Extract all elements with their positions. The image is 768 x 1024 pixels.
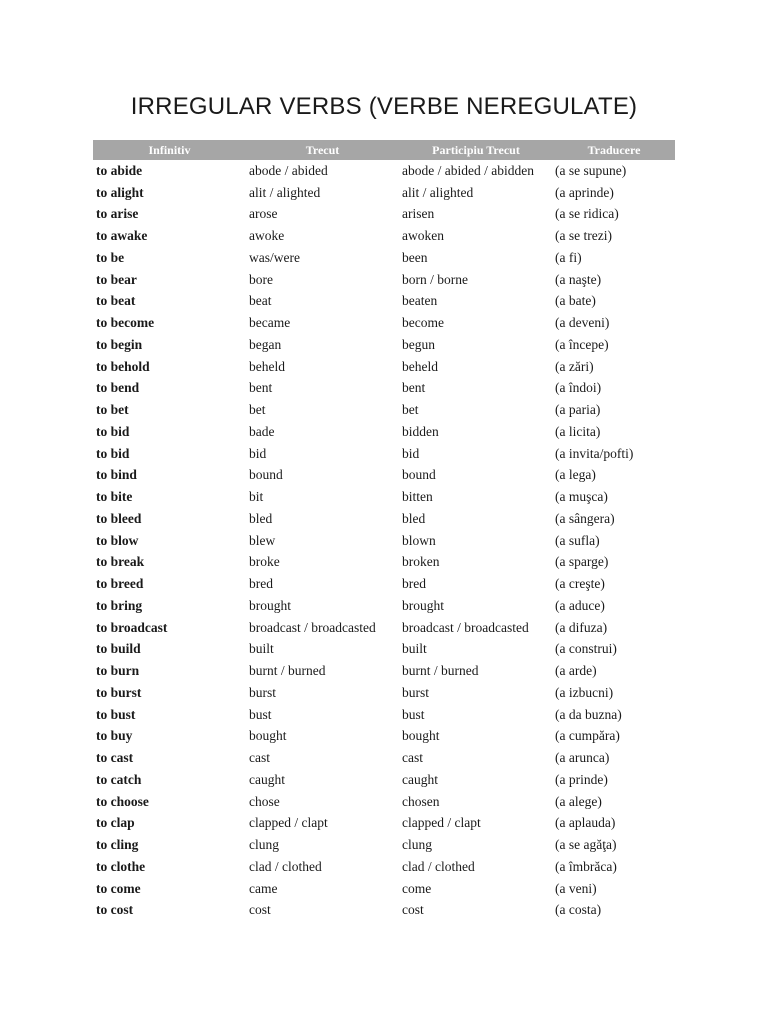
past-tense-cell: became	[249, 315, 291, 331]
infinitive-cell: to bid	[96, 423, 130, 439]
past-participle-cell: arisen	[402, 206, 435, 222]
past-participle-cell: broadcast / broadcasted	[402, 619, 529, 635]
infinitive-cell: to bind	[96, 467, 137, 483]
infinitive-cell: to be	[96, 249, 125, 265]
translation-cell: (a îndoi)	[555, 380, 602, 396]
past-participle-cell: bust	[402, 706, 425, 722]
past-tense-cell: burnt / burned	[249, 663, 326, 679]
past-participle-cell: bitten	[402, 489, 433, 505]
infinitive-cell: to cast	[96, 750, 134, 766]
table-row	[93, 552, 675, 574]
past-participle-cell: bent	[402, 380, 426, 396]
translation-cell: (a zări)	[555, 358, 594, 374]
past-tense-cell: beheld	[249, 358, 285, 374]
past-tense-cell: chose	[249, 793, 280, 809]
table-row	[93, 204, 675, 226]
infinitive-cell: to catch	[96, 771, 142, 787]
infinitive-cell: to bleed	[96, 510, 142, 526]
table-row	[93, 595, 675, 617]
infinitive-cell: to cost	[96, 902, 134, 918]
past-participle-cell: begun	[402, 336, 435, 352]
translation-cell: (a se trezi)	[555, 228, 612, 244]
past-tense-cell: abode / abided	[249, 162, 328, 178]
table-body	[93, 160, 675, 921]
past-participle-cell: beheld	[402, 358, 438, 374]
infinitive-cell: to build	[96, 641, 141, 657]
translation-cell: (a aprinde)	[555, 184, 614, 200]
table-row	[93, 530, 675, 552]
table-row	[93, 834, 675, 856]
table-row	[93, 856, 675, 878]
translation-cell: (a arunca)	[555, 750, 610, 766]
table-row	[93, 160, 675, 182]
table-row	[93, 443, 675, 465]
table-row	[93, 639, 675, 661]
translation-cell: (a sufla)	[555, 532, 600, 548]
infinitive-cell: to alight	[96, 184, 144, 200]
past-participle-cell: bidden	[402, 423, 439, 439]
past-tense-cell: bled	[249, 510, 273, 526]
past-participle-cell: bought	[402, 728, 440, 744]
translation-cell: (a difuza)	[555, 619, 608, 635]
translation-cell: (a izbucni)	[555, 684, 614, 700]
table-header	[93, 140, 675, 160]
translation-cell: (a invita/pofti)	[555, 445, 634, 461]
past-tense-cell: burst	[249, 684, 276, 700]
infinitive-cell: to bite	[96, 489, 133, 505]
past-participle-cell: blown	[402, 532, 436, 548]
table-row	[93, 182, 675, 204]
past-participle-cell: abode / abided / abidden	[402, 162, 534, 178]
past-tense-cell: arose	[249, 206, 278, 222]
table-row	[93, 421, 675, 443]
table-row	[93, 356, 675, 378]
past-participle-cell: chosen	[402, 793, 440, 809]
table-row	[93, 813, 675, 835]
table-row	[93, 878, 675, 900]
translation-cell: (a îmbrăca)	[555, 858, 617, 874]
translation-cell: (a construi)	[555, 641, 617, 657]
translation-cell: (a arde)	[555, 663, 597, 679]
table-row	[93, 660, 675, 682]
translation-cell: (a muşca)	[555, 489, 608, 505]
past-participle-cell: cost	[402, 902, 424, 918]
past-tense-cell: caught	[249, 771, 285, 787]
past-tense-cell: alit / alighted	[249, 184, 321, 200]
past-tense-cell: clapped / clapt	[249, 815, 328, 831]
past-participle-cell: alit / alighted	[402, 184, 474, 200]
table-row	[93, 747, 675, 769]
table-row	[93, 769, 675, 791]
past-participle-cell: bred	[402, 576, 426, 592]
past-tense-cell: bore	[249, 271, 273, 287]
translation-cell: (a veni)	[555, 880, 597, 896]
translation-cell: (a aduce)	[555, 597, 605, 613]
past-tense-cell: bit	[249, 489, 264, 505]
table-row	[93, 291, 675, 313]
past-participle-cell: burnt / burned	[402, 663, 479, 679]
infinitive-cell: to clap	[96, 815, 135, 831]
past-tense-cell: cast	[249, 750, 270, 766]
table-row	[93, 269, 675, 291]
infinitive-cell: to bet	[96, 402, 129, 418]
infinitive-cell: to bid	[96, 445, 130, 461]
translation-cell: (a se supune)	[555, 162, 627, 178]
translation-cell: (a deveni)	[555, 315, 610, 331]
past-participle-cell: clapped / clapt	[402, 815, 481, 831]
table-row	[93, 704, 675, 726]
past-participle-cell: built	[402, 641, 427, 657]
table-row	[93, 617, 675, 639]
past-tense-cell: bet	[249, 402, 266, 418]
table-row	[93, 791, 675, 813]
infinitive-cell: to break	[96, 554, 145, 570]
table-row	[93, 399, 675, 421]
past-participle-cell: burst	[402, 684, 429, 700]
past-tense-cell: beat	[249, 293, 272, 309]
translation-cell: (a alege)	[555, 793, 602, 809]
table-row	[93, 682, 675, 704]
past-participle-cell: become	[402, 315, 444, 331]
header-trecut: Trecut	[246, 140, 399, 160]
past-participle-cell: bled	[402, 510, 426, 526]
infinitive-cell: to beat	[96, 293, 136, 309]
header-traducere: Traducere	[553, 140, 675, 160]
translation-cell: (a se ridica)	[555, 206, 619, 222]
verb-table	[93, 140, 675, 921]
past-tense-cell: bade	[249, 423, 275, 439]
translation-cell: (a naşte)	[555, 271, 602, 287]
past-participle-cell: come	[402, 880, 432, 896]
table-row	[93, 378, 675, 400]
table-row	[93, 334, 675, 356]
translation-cell: (a bate)	[555, 293, 596, 309]
past-tense-cell: built	[249, 641, 274, 657]
translation-cell: (a se agăţa)	[555, 837, 617, 853]
table-row	[93, 225, 675, 247]
translation-cell: (a paria)	[555, 402, 601, 418]
table-row	[93, 726, 675, 748]
infinitive-cell: to burn	[96, 663, 140, 679]
past-participle-cell: beaten	[402, 293, 438, 309]
infinitive-cell: to begin	[96, 336, 143, 352]
infinitive-cell: to cling	[96, 837, 139, 853]
table-row	[93, 508, 675, 530]
past-tense-cell: cost	[249, 902, 271, 918]
translation-cell: (a creşte)	[555, 576, 605, 592]
infinitive-cell: to breed	[96, 576, 144, 592]
table-row	[93, 465, 675, 487]
past-tense-cell: began	[249, 336, 282, 352]
infinitive-cell: to choose	[96, 793, 149, 809]
translation-cell: (a costa)	[555, 902, 602, 918]
past-tense-cell: came	[249, 880, 278, 896]
infinitive-cell: to clothe	[96, 858, 146, 874]
header-infinitiv: Infinitiv	[93, 140, 246, 160]
translation-cell: (a cumpăra)	[555, 728, 620, 744]
infinitive-cell: to abide	[96, 162, 143, 178]
infinitive-cell: to blow	[96, 532, 139, 548]
page-title: IRREGULAR VERBS (VERBE NEREGULATE)	[130, 93, 638, 120]
past-tense-cell: broke	[249, 554, 280, 570]
past-participle-cell: caught	[402, 771, 438, 787]
past-participle-cell: clung	[402, 837, 432, 853]
translation-cell: (a fi)	[555, 249, 582, 265]
past-tense-cell: bound	[249, 467, 283, 483]
infinitive-cell: to bust	[96, 706, 136, 722]
translation-cell: (a lega)	[555, 467, 596, 483]
past-tense-cell: bred	[249, 576, 273, 592]
infinitive-cell: to buy	[96, 728, 133, 744]
past-tense-cell: was/were	[249, 249, 300, 265]
translation-cell: (a aplauda)	[555, 815, 616, 831]
header-row	[93, 140, 675, 160]
past-tense-cell: bid	[249, 445, 267, 461]
past-participle-cell: broken	[402, 554, 440, 570]
past-tense-cell: awoke	[249, 228, 285, 244]
table-row	[93, 486, 675, 508]
past-tense-cell: brought	[249, 597, 291, 613]
table-row	[93, 900, 675, 922]
past-participle-cell: bid	[402, 445, 420, 461]
past-tense-cell: broadcast / broadcasted	[249, 619, 376, 635]
infinitive-cell: to burst	[96, 684, 142, 700]
past-participle-cell: brought	[402, 597, 444, 613]
past-tense-cell: bent	[249, 380, 273, 396]
past-participle-cell: bound	[402, 467, 436, 483]
table-row	[93, 247, 675, 269]
infinitive-cell: to arise	[96, 206, 139, 222]
translation-cell: (a sparge)	[555, 554, 609, 570]
infinitive-cell: to become	[96, 315, 155, 331]
infinitive-cell: to broadcast	[96, 619, 168, 635]
past-tense-cell: blew	[249, 532, 276, 548]
infinitive-cell: to awake	[96, 228, 148, 244]
past-participle-cell: clad / clothed	[402, 858, 475, 874]
translation-cell: (a licita)	[555, 423, 601, 439]
infinitive-cell: to bend	[96, 380, 140, 396]
past-tense-cell: bought	[249, 728, 287, 744]
table-row	[93, 312, 675, 334]
past-participle-cell: been	[402, 249, 428, 265]
past-participle-cell: cast	[402, 750, 423, 766]
translation-cell: (a începe)	[555, 336, 609, 352]
translation-cell: (a da buzna)	[555, 706, 622, 722]
infinitive-cell: to come	[96, 880, 141, 896]
infinitive-cell: to behold	[96, 358, 150, 374]
past-tense-cell: clad / clothed	[249, 858, 322, 874]
header-participiu-trecut: Participiu Trecut	[399, 140, 553, 160]
past-tense-cell: bust	[249, 706, 272, 722]
translation-cell: (a prinde)	[555, 771, 608, 787]
past-tense-cell: clung	[249, 837, 279, 853]
table-row	[93, 573, 675, 595]
past-participle-cell: awoken	[402, 228, 444, 244]
past-participle-cell: born / borne	[402, 271, 468, 287]
past-participle-cell: bet	[402, 402, 419, 418]
translation-cell: (a sângera)	[555, 510, 615, 526]
infinitive-cell: to bear	[96, 271, 137, 287]
infinitive-cell: to bring	[96, 597, 143, 613]
